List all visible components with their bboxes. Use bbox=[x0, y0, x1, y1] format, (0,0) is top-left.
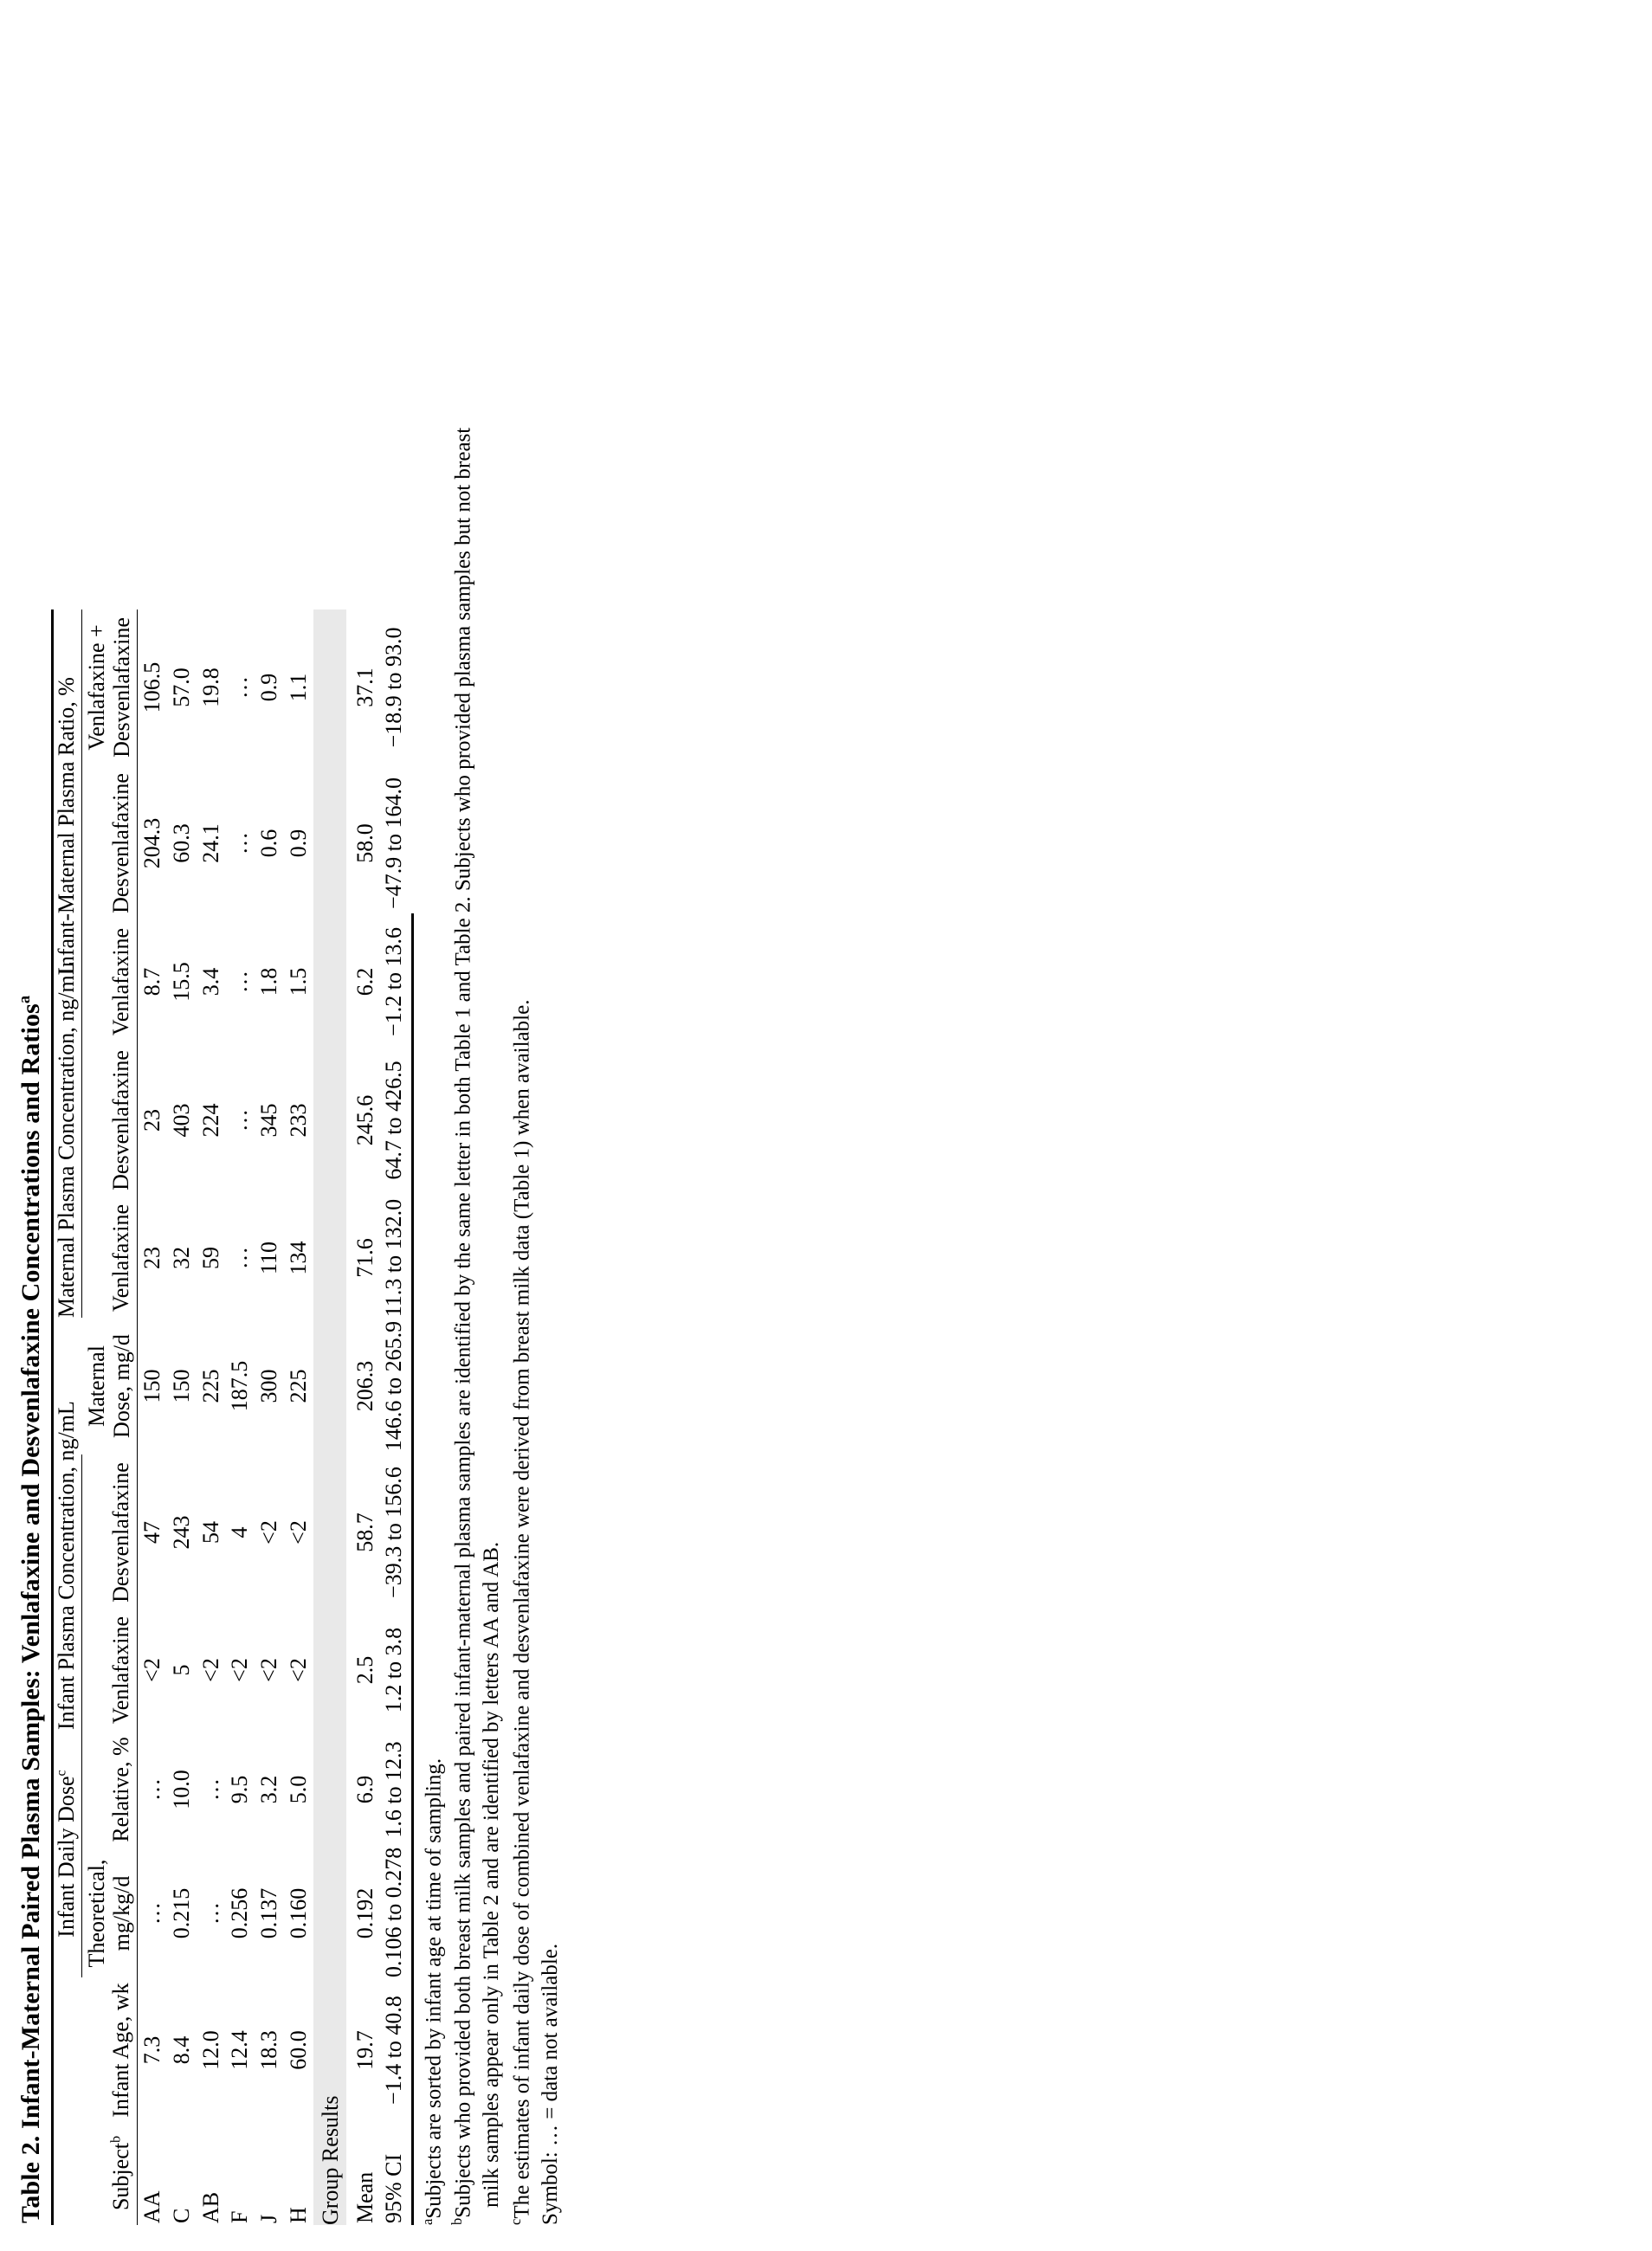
table-row bbox=[225, 610, 255, 2225]
cell-value: 15.5 bbox=[168, 962, 194, 1002]
cell-value: 243 bbox=[168, 1515, 194, 1550]
group-ratio: Infant-Maternal Plasma Ratio, % bbox=[53, 610, 82, 1042]
cell-value: −1.2 to 13.6 bbox=[380, 927, 406, 1036]
col-ratio-combined: Venlafaxine + Desvenlafaxine bbox=[84, 617, 135, 758]
cell-value: 58.0 bbox=[352, 823, 378, 863]
cell-value: 150 bbox=[138, 1318, 167, 1454]
cell-value: 403 bbox=[168, 1103, 194, 1138]
cell-value: 1.8 bbox=[256, 967, 282, 997]
cell-value: 0.192 bbox=[352, 1887, 378, 1939]
col-subject: Subject$^b$ bbox=[108, 2135, 134, 2211]
cell-value: 57.0 bbox=[168, 668, 194, 707]
cell-value: 60.0 bbox=[285, 2030, 311, 2070]
cell-value: 5 bbox=[168, 1664, 194, 1676]
cell-value: −47.9 to 164.0 bbox=[380, 777, 406, 909]
table-row bbox=[138, 610, 167, 2225]
cell-value: 0.9 bbox=[256, 673, 282, 702]
cell-value: 0.215 bbox=[168, 1887, 194, 1939]
cell-value: … bbox=[197, 1902, 223, 1925]
cell-value: 0.106 to 0.278 bbox=[380, 1847, 406, 1977]
cell-subject: C bbox=[168, 2208, 194, 2223]
cell-value: 59 bbox=[197, 1247, 223, 1269]
cell-value: … bbox=[138, 1730, 167, 1849]
footnote bbox=[478, 913, 507, 2225]
cell-value: 58.7 bbox=[352, 1512, 378, 1552]
table-number: Table 2. bbox=[16, 2135, 45, 2223]
cell-value: 3.4 bbox=[197, 967, 223, 997]
cell-value: … bbox=[138, 1849, 167, 1977]
col-infant-age: Infant Age, wk bbox=[108, 1983, 134, 2118]
footnote-marker: a bbox=[418, 2218, 436, 2225]
cell-value: 0.160 bbox=[285, 1887, 311, 1939]
cell-value: 187.5 bbox=[227, 1360, 253, 1412]
cell-value: 1.6 to 12.3 bbox=[380, 1741, 406, 1838]
cell-value: 7.3 bbox=[138, 1977, 167, 2123]
cell-value: 0.6 bbox=[256, 829, 282, 858]
cell-value: 3.2 bbox=[256, 1775, 282, 1804]
section-header-row bbox=[313, 610, 346, 2225]
cell-value: <2 bbox=[285, 1658, 311, 1682]
cell-value: 245.6 bbox=[352, 1094, 378, 1146]
cell-subject: AB bbox=[197, 2191, 223, 2223]
footnote bbox=[418, 913, 448, 2225]
cell-value: … bbox=[197, 1778, 223, 1801]
cell-value: 233 bbox=[285, 1103, 311, 1138]
cell-value: −1.4 to 40.8 bbox=[380, 1996, 406, 2105]
cell-value: 1.5 bbox=[285, 967, 311, 997]
col-ratio-desvenlafaxine: Desvenlafaxine bbox=[108, 773, 134, 913]
cell-value: 19.7 bbox=[352, 2030, 378, 2070]
cell-value: −39.3 to 156.6 bbox=[380, 1467, 406, 1598]
footnote-text: Subjects who provided both breast milk samples and paired infant-maternal plasma samples are identified by the same letter in both Table 1 and Table 2. Subjects who provided plasma samples but not breast bbox=[451, 427, 475, 2218]
data-table bbox=[51, 610, 408, 2225]
cell-value: 71.6 bbox=[352, 1238, 378, 1278]
group-infant-plasma: Infant Plasma Concentration, ng/mL bbox=[53, 1454, 82, 1730]
cell-value: … bbox=[227, 970, 253, 993]
footnote-text: milk samples appear only in Table 2 and are identified by letters AA and AB. bbox=[480, 1541, 504, 2208]
cell-value: <2 bbox=[138, 1610, 167, 1730]
cell-value: 300 bbox=[256, 1369, 282, 1403]
cell-value: 8.7 bbox=[138, 921, 167, 1042]
cell-value: 47 bbox=[138, 1454, 167, 1610]
cell-value: 225 bbox=[197, 1369, 223, 1403]
cell-value: <2 bbox=[256, 1658, 282, 1682]
cell-value: 23 bbox=[138, 1042, 167, 1198]
cell-value: 37.1 bbox=[352, 668, 378, 707]
footnote-text: Symbol: … = data not available. bbox=[538, 1943, 562, 2225]
cell-value: 54 bbox=[197, 1521, 223, 1544]
cell-value: 0.256 bbox=[227, 1887, 253, 1939]
cell-value: 0.9 bbox=[285, 829, 311, 858]
table-row bbox=[284, 610, 313, 2225]
col-relative: Relative, % bbox=[108, 1737, 134, 1842]
cell-value: 150 bbox=[168, 1369, 194, 1403]
col-maternal-venlafaxine: Venlafaxine bbox=[108, 1203, 134, 1313]
cell-value: 11.3 to 132.0 bbox=[380, 1198, 406, 1318]
col-theoretical: Theoretical, mg/kg/d bbox=[84, 1859, 135, 1968]
cell-value: 134 bbox=[285, 1241, 311, 1275]
cell-value: 64.7 to 426.5 bbox=[380, 1061, 406, 1180]
cell-value: 0.137 bbox=[256, 1887, 282, 1939]
cell-value: … bbox=[227, 675, 253, 699]
table-title-marker: a bbox=[16, 995, 34, 1004]
cell-value: 10.0 bbox=[168, 1770, 194, 1809]
cell-value: 12.0 bbox=[197, 2030, 223, 2070]
footnote bbox=[448, 427, 478, 2225]
cell-subject: J bbox=[256, 2214, 282, 2223]
footnote-text: The estimates of infant daily dose of combined venlafaxine and desvenlafaxine were derived from breast milk data (Table 1) when available. bbox=[510, 999, 534, 2219]
cell-value: 6.9 bbox=[352, 1775, 378, 1804]
cell-value: 6.2 bbox=[352, 967, 378, 997]
table-title-text: Infant-Maternal Paired Plasma Samples: Venlafaxine and Desvenlafaxine Concentrations and Ratios bbox=[16, 1003, 45, 2129]
cell-value: … bbox=[227, 1109, 253, 1132]
cell-value: 206.3 bbox=[352, 1360, 378, 1412]
cell-value: 24.1 bbox=[197, 823, 223, 863]
cell-value: 345 bbox=[256, 1103, 282, 1138]
cell-value: 1.2 to 3.8 bbox=[380, 1627, 406, 1713]
cell-value: <2 bbox=[256, 1520, 282, 1545]
col-ratio-venlafaxine: Venlafaxine bbox=[108, 927, 134, 1036]
cell-value: 1.1 bbox=[285, 673, 311, 702]
section-label: Group Results bbox=[313, 610, 346, 2225]
group-result-row bbox=[346, 610, 379, 2225]
cell-value: 32 bbox=[168, 1247, 194, 1269]
cell-value: 9.5 bbox=[227, 1775, 253, 1804]
cell-value: <2 bbox=[227, 1658, 253, 1682]
group-result-row bbox=[379, 610, 408, 2225]
cell-value: 106.5 bbox=[138, 610, 167, 765]
cell-value: <2 bbox=[285, 1520, 311, 1545]
group-result-label: Mean bbox=[352, 2171, 378, 2223]
cell-value: 23 bbox=[138, 1198, 167, 1318]
cell-value: −18.9 to 93.0 bbox=[380, 627, 406, 748]
table-row bbox=[255, 610, 284, 2225]
cell-value: 18.3 bbox=[256, 2030, 282, 2070]
cell-value: <2 bbox=[197, 1658, 223, 1682]
group-maternal-plasma: Maternal Plasma Concentration, ng/mL bbox=[53, 1042, 82, 1318]
table-title bbox=[16, 26, 46, 2223]
footnote-marker: c bbox=[507, 2218, 524, 2225]
table-body bbox=[138, 610, 408, 2225]
cell-value: 224 bbox=[197, 1103, 223, 1138]
cell-subject: AA bbox=[138, 2123, 167, 2225]
footnote bbox=[537, 913, 565, 2225]
col-infant-venlafaxine: Venlafaxine bbox=[108, 1616, 134, 1725]
cell-subject: H bbox=[285, 2207, 311, 2223]
cell-subject: F bbox=[227, 2210, 253, 2223]
cell-value: 2.5 bbox=[352, 1655, 378, 1685]
footnotes bbox=[411, 427, 565, 2225]
cell-value: 225 bbox=[285, 1369, 311, 1403]
cell-value: 8.4 bbox=[168, 2035, 194, 2065]
cell-value: 146.6 to 265.9 bbox=[380, 1320, 406, 1452]
group-result-label: 95% CI bbox=[380, 2153, 406, 2223]
column-header-row bbox=[82, 610, 138, 2225]
table-row bbox=[167, 610, 197, 2225]
cell-value: 4 bbox=[227, 1526, 253, 1538]
group-header-row-1 bbox=[53, 610, 82, 2225]
cell-value: 19.8 bbox=[197, 668, 223, 707]
cell-value: 204.3 bbox=[138, 765, 167, 921]
col-infant-desvenlafaxine: Desvenlafaxine bbox=[108, 1462, 134, 1603]
group-infant-daily-dose: Infant Daily Dose$^c$ bbox=[53, 1730, 82, 1977]
col-maternal-desvenlafaxine: Desvenlafaxine bbox=[108, 1050, 134, 1190]
table-row bbox=[197, 610, 226, 2225]
col-maternal-dose: Maternal Dose, mg/d bbox=[84, 1334, 135, 1438]
footnote-text: Subjects are sorted by infant age at time of sampling. bbox=[421, 1758, 445, 2219]
cell-value: 12.4 bbox=[227, 2030, 253, 2070]
cell-value: … bbox=[227, 831, 253, 855]
cell-value: … bbox=[227, 1247, 253, 1269]
cell-value: 60.3 bbox=[168, 823, 194, 863]
footnote-marker: b bbox=[448, 2217, 466, 2225]
footnote bbox=[507, 913, 537, 2225]
cell-value: 110 bbox=[256, 1241, 282, 1275]
cell-value: 5.0 bbox=[285, 1775, 311, 1804]
